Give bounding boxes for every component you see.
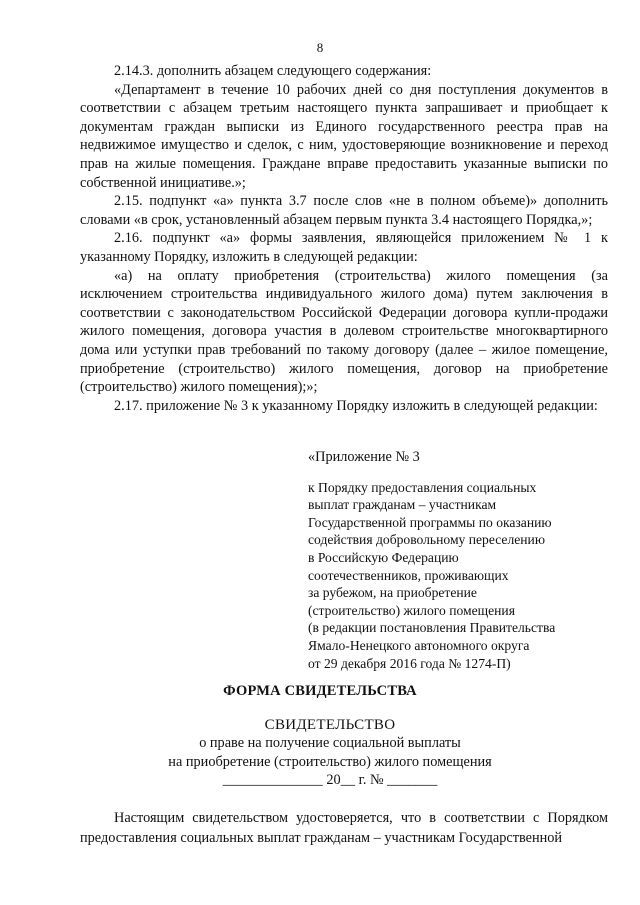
appendix-header <box>308 449 598 672</box>
certificate-line-2: на приобретение (строительство) жилого помещения <box>168 753 492 770</box>
page-number: 8 <box>316 40 324 55</box>
certificate-line-1: о праве на получение социальной выплаты <box>199 735 461 752</box>
paragraph-2-15: 2.15. подпункт «а» пункта 3.7 после слов «не в полном объеме)» дополнить словами «в срок, установленный абзацем первым пункта 3.4 настоящего Порядка,»; <box>80 193 608 228</box>
form-title: ФОРМА СВИДЕТЕЛЬСТВА <box>223 683 417 699</box>
paragraph-2-16: 2.16. подпункт «а» формы заявления, являющейся приложением № 1 к указанному Порядку, изложить в следующей редакции: <box>80 230 608 265</box>
certificate-line-3: ______________ 20__ г. № _______ <box>222 772 438 789</box>
paragraph-subitem-a: «а) на оплату приобретения (строительства) жилого помещения (за исключением строительства индивидуального жилого дома) путем заключения в соответствии с законодательством Российской Федерации договора купли-продажи жилого помещения, договора участия в долевом строительстве многоквартирного дома или уступки прав требований по такому договору (далее – жилое помещение, приобретение (строительство) жилого помещения, договор на приобретение (строительство) жилого помещения);»; <box>80 267 608 396</box>
certificate-heading: СВИДЕТЕЛЬСТВО <box>264 717 396 733</box>
final-paragraph <box>80 808 608 848</box>
certificate-header <box>120 716 540 790</box>
final-paragraph-text: Настоящим свидетельством удостоверяется, что в соответствии с Порядком предоставления социальных выплат гражданам – участникам Государственной <box>80 810 608 846</box>
paragraph-2-14-3: 2.14.3. дополнить абзацем следующего содержания: <box>114 63 432 79</box>
appendix-text: к Порядку предоставления социальных выплат гражданам – участникам Государственной программы по оказанию содействия добровольному переселению в Российскую Федерацию соотечественников, проживающих за рубежом, на приобретение (строительство) жилого помещения (в редакции постановления Правительства Ямало-Ненецкого автономного округа от 29 декабря 2016 года № 1274-П) <box>308 479 556 671</box>
document-body <box>80 62 608 415</box>
paragraph-department-quote: «Департамент в течение 10 рабочих дней со дня поступления документов в соответствии с абзацем третьим настоящего пункта запрашивает и приобщает к документам граждан выписки из Единого государственного реестра прав на недвижимое имущество и сделок, с ним, удостоверяющие возникновение и переход прав на жилые помещения. Граждане вправе предоставить указанные выписки по собственной инициативе.»; <box>80 81 608 191</box>
appendix-title: «Приложение № 3 <box>308 449 420 465</box>
paragraph-2-17: 2.17. приложение № 3 к указанному Порядку изложить в следующей редакции: <box>114 397 598 414</box>
